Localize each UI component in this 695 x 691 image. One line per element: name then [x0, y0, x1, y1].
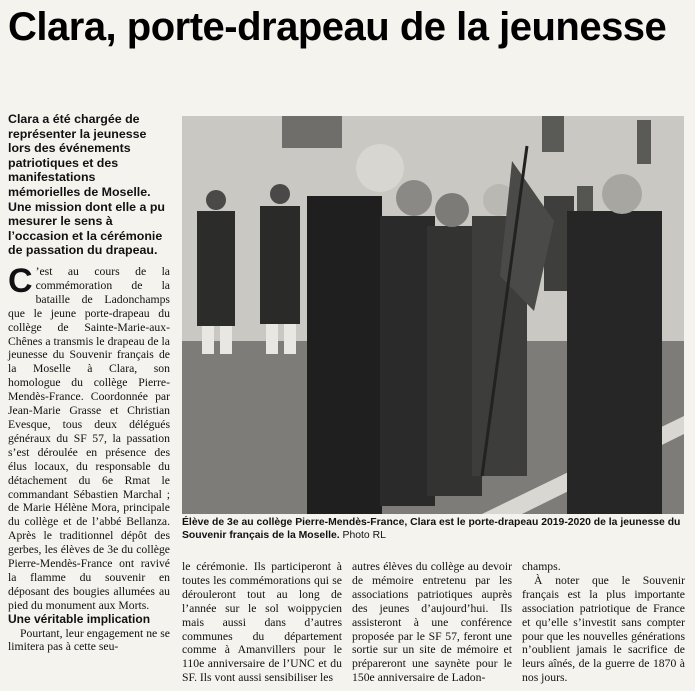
body-column-4-paragraph: À noter que le Souvenir français est la plus importante association patriotique de France et qu’elle s’investit sans compter pour que les nouvelles générations n’oublient jamais le sacrifice de leurs aînés, de la guerre de 1870 à nos jours. — [522, 573, 685, 685]
body-column-2-text: le cérémonie. Ils participeront à toutes les commémorations qui se dérouleront tout au long de l’année sur le sol woippycien mais aussi dans d’autres communes du département comme à Amanvillers pour le 110e anniversaire de l’UNC et du SF. Ils vont aussi sensibiliser les — [182, 560, 342, 685]
body-column-1 — [8, 262, 170, 654]
body-column-3-text: autres élèves du collège au devoir de mémoire entretenu par les associations patriotiques auprès des jeunes d’aujourd’hui. Ils assisteront à une conférence proposée par le SF 57, feront une sortie sur un site de mémoire et prépareront une saynète pour le 150e anniversaire de Ladon- — [352, 560, 512, 685]
photo-credit: Photo RL — [342, 530, 386, 541]
caption-text: Élève de 3e au collège Pierre-Mendès-France, Clara est le porte-drapeau 2019-2020 de la jeunesse du Souvenir français de la Moselle. — [182, 517, 681, 541]
body-column-3 — [352, 560, 512, 685]
body-column-4-line: champs. — [522, 560, 561, 573]
body-paragraph-2-start: Pourtant, leur engagement ne se limitera pas à cette seu- — [8, 626, 170, 654]
body-column-2 — [182, 560, 342, 685]
photo-caption — [182, 516, 684, 542]
dropcap: C — [8, 262, 33, 300]
body-column-4 — [522, 560, 685, 685]
headline: Clara, porte-drapeau de la jeunesse — [8, 5, 667, 49]
lede: Clara a été chargée de représenter la jeunesse lors des événements patriotiques et des manifestations mémorielles de Moselle. Une mission dont elle a pu mesurer le sens à l’occasion et la cérémonie de passation du drapeau. — [8, 112, 165, 258]
ceremony-photo — [182, 116, 684, 514]
ceremony-photo-illustration — [182, 116, 684, 514]
subhead: Une véritable implication — [8, 611, 151, 626]
body-paragraph-1: ’est au cours de la commémoration de la bataille de Ladonchamps que le jeune porte-drapeau du collège de Sainte-Marie-aux-Chênes a transmis le drapeau de la jeunesse du Souvenir français de la Moselle à Clara, son homologue du collège Pierre-Mendès-France. Coordonnée par Jean-Marie Grasse et Christian Evesque, tous deux délégués généraux du SF 57, la passation s’est déroulée en présence des élus locaux, du responsable du détachement du 6e Rmat le commandant Sébastien Marchal ; de Marie Hélène Mora, principale du collège et de l’abbé Bellanza. Après le traditionnel dépôt des gerbes, les élèves de 3e du collège Pierre-Mendès-France ont ravivé la flamme du souvenir en déposant des bougies allumées au pied du monument aux Morts. — [8, 265, 170, 612]
